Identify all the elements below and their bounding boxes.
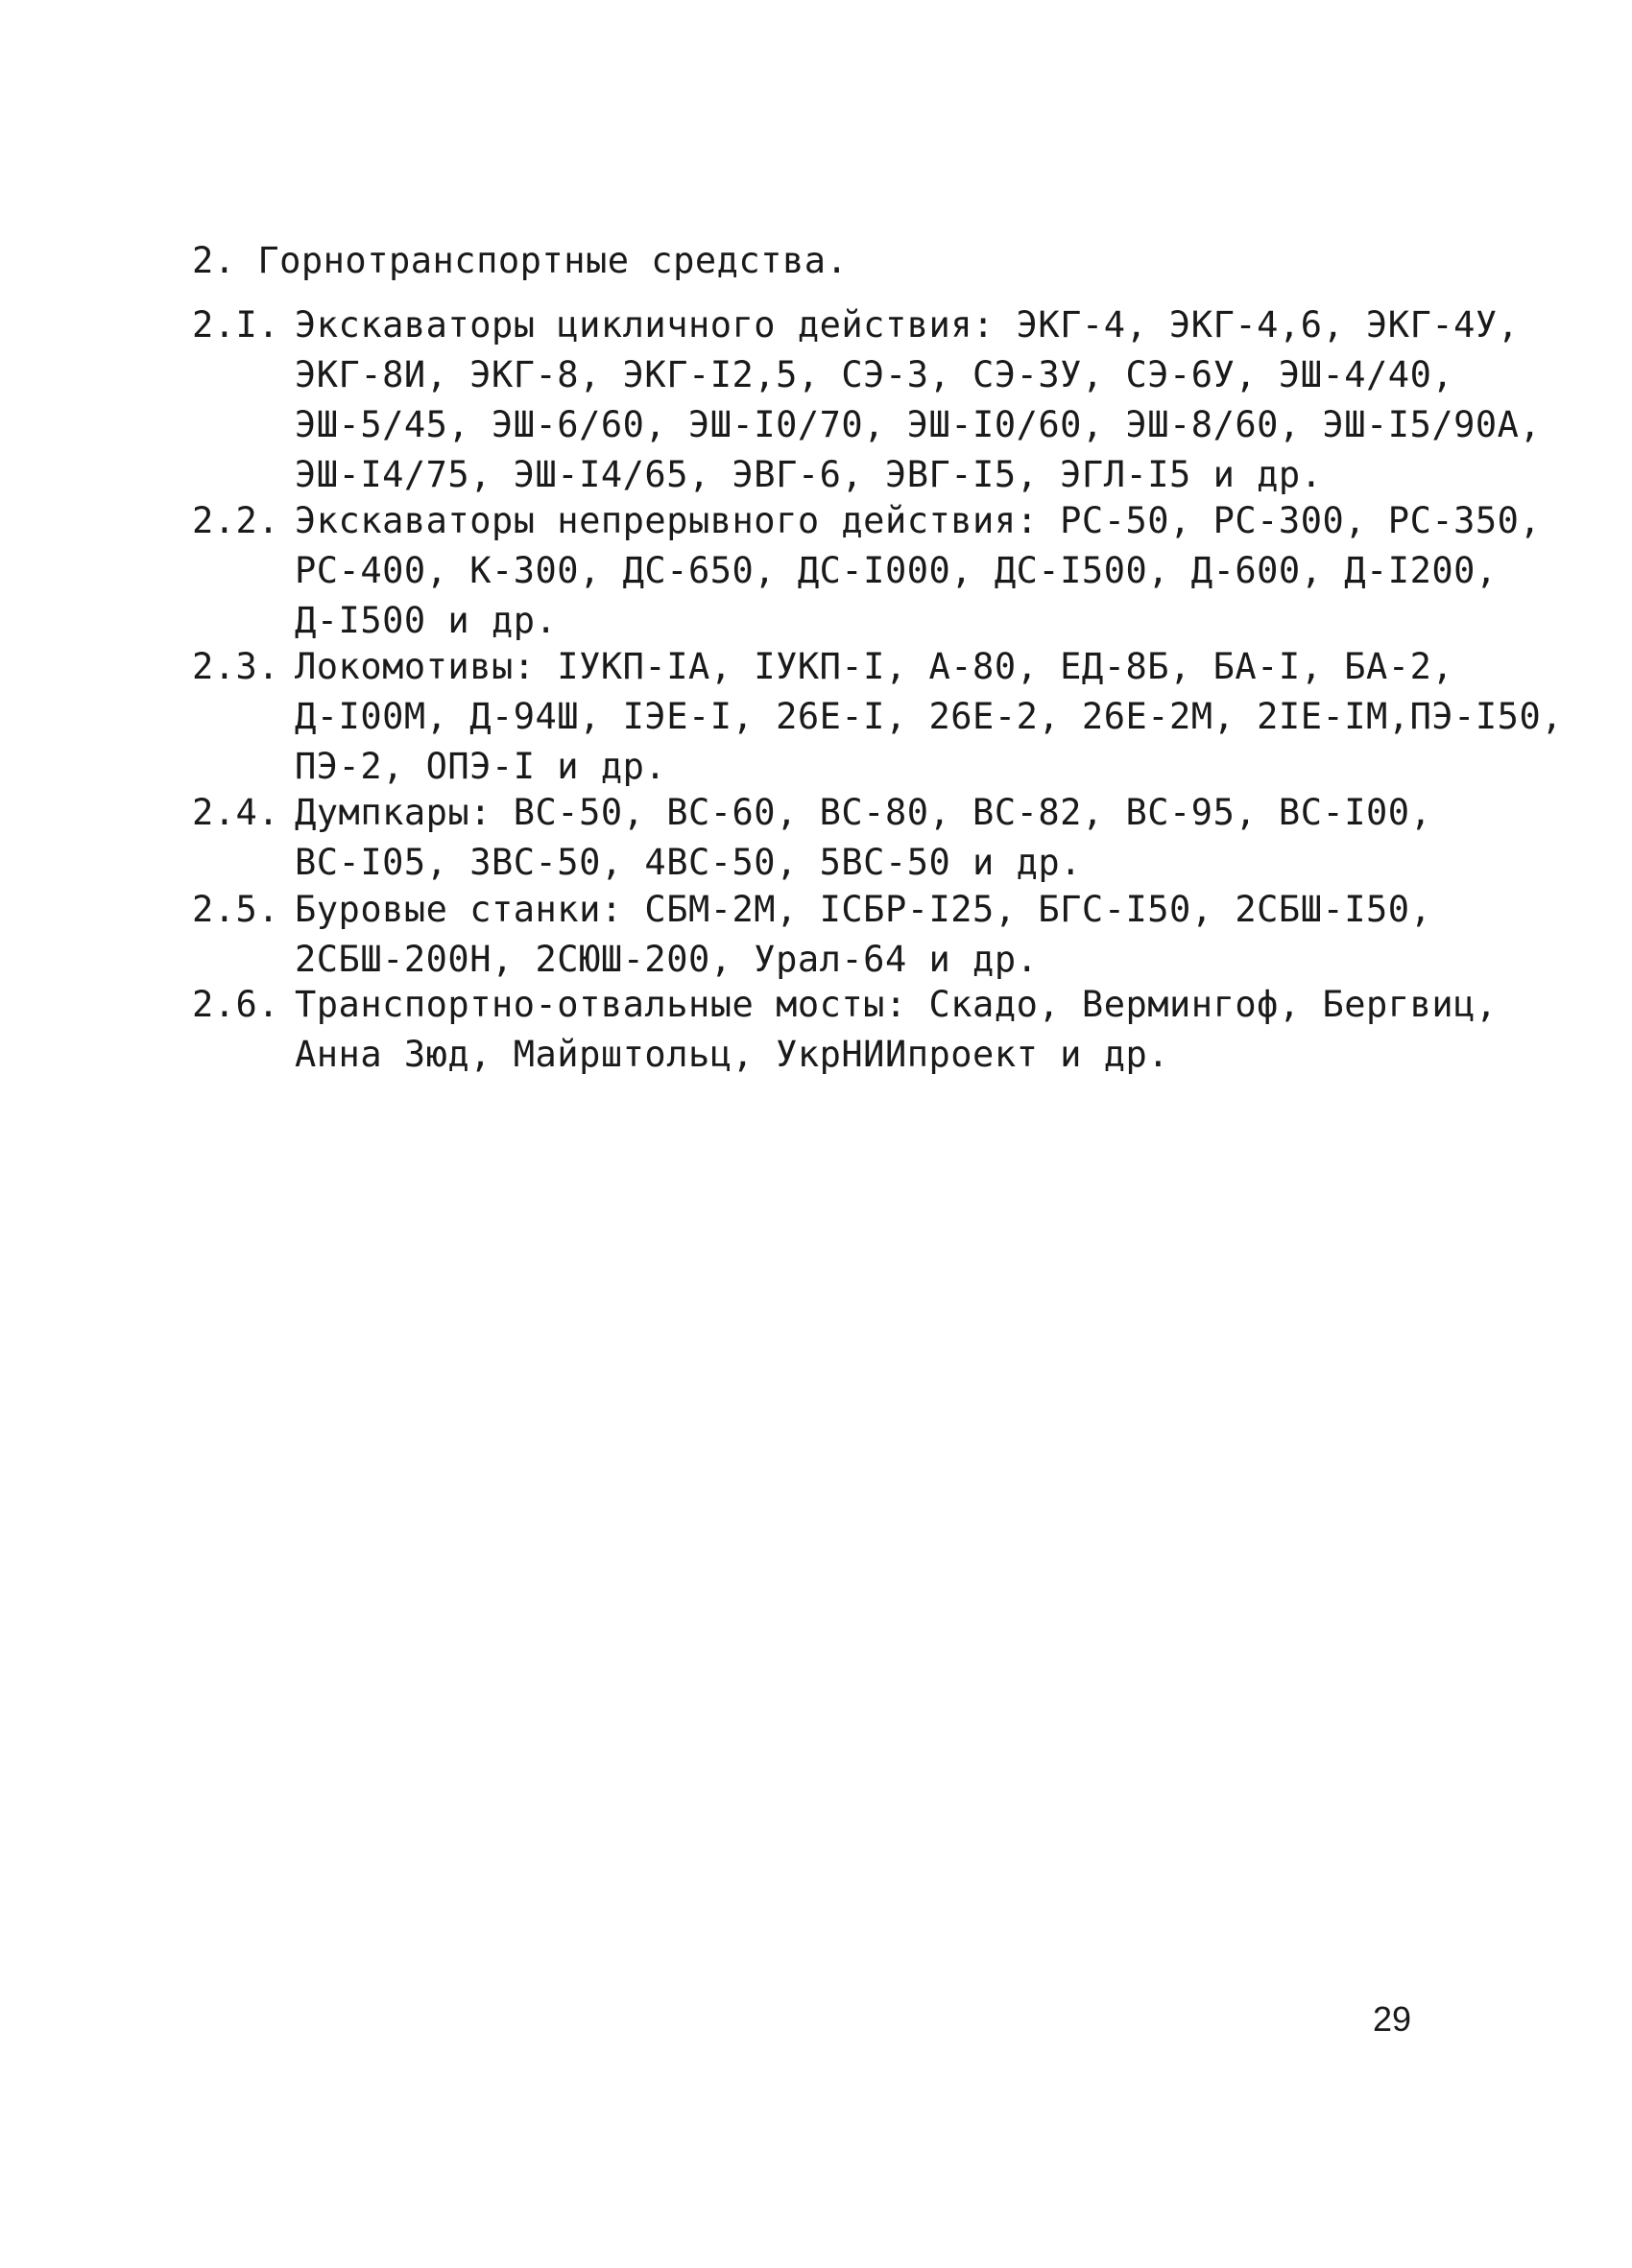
item-line: ЭКГ-8И, ЭКГ-8, ЭКГ-I2,5, СЭ-3, СЭ-3У, СЭ-6У, ЭШ-4/40, xyxy=(295,354,1454,395)
item-text xyxy=(295,642,1563,792)
item-line: Экскаваторы непрерывного действия: РС-50, РС-300, РС-350, xyxy=(295,500,1542,541)
item-line: Анна Зюд, Майрштольц, УкрНИИпроект и др. xyxy=(295,1034,1170,1075)
page-number: 29 xyxy=(1373,1999,1412,2039)
item-line: Д-I00М, Д-94Ш, IЭЕ-I, 26Е-I, 26Е-2, 26Е-2М, 2IЕ-IМ,ПЭ-I50, xyxy=(295,696,1564,737)
item-line: Локомотивы: IУКП-IА, IУКП-I, А-80, ЕД-8Б, БА-I, БА-2, xyxy=(295,646,1454,687)
item-line: ЭШ-5/45, ЭШ-6/60, ЭШ-I0/70, ЭШ-I0/60, ЭШ-8/60, ЭШ-I5/90А, xyxy=(295,404,1542,445)
item-line: ПЭ-2, ОПЭ-I и др. xyxy=(295,746,667,787)
item-line: Экскаваторы цикличного действия: ЭКГ-4, ЭКГ-4,6, ЭКГ-4У, xyxy=(295,304,1520,346)
item-line: Буровые станки: СБМ-2М, IСБР-I25, БГС-I50, 2СБШ-I50, xyxy=(295,889,1432,930)
item-number: 2.3. xyxy=(192,646,280,687)
item-number: 2.4. xyxy=(192,792,280,833)
section-heading: 2. Горнотранспортные средства. xyxy=(192,240,849,281)
item-line: 2СБШ-200Н, 2СЮШ-200, Урал-64 и др. xyxy=(295,939,1039,980)
item-text xyxy=(295,300,1541,500)
item-text xyxy=(295,788,1431,888)
item-line: Д-I500 и др. xyxy=(295,600,558,641)
item-number: 2.2. xyxy=(192,500,280,541)
item-line: ЭШ-I4/75, ЭШ-I4/65, ЭВГ-6, ЭВГ-I5, ЭГЛ-I5 и др. xyxy=(295,454,1323,495)
item-text xyxy=(295,980,1498,1080)
item-line: Транспортно-отвальные мосты: Скадо, Вермингоф, Бергвиц, xyxy=(295,984,1498,1025)
item-text xyxy=(295,496,1541,646)
item-number: 2.5. xyxy=(192,889,280,930)
item-line: ВС-I05, 3ВС-50, 4ВС-50, 5ВС-50 и др. xyxy=(295,842,1082,883)
item-number: 2.6. xyxy=(192,984,280,1025)
item-line: РС-400, К-300, ДС-650, ДС-I000, ДС-I500, Д-600, Д-I200, xyxy=(295,550,1498,591)
item-line: Думпкары: ВС-50, ВС-60, ВС-80, ВС-82, ВС-95, ВС-I00, xyxy=(295,792,1432,833)
item-number: 2.I. xyxy=(192,304,280,346)
item-text xyxy=(295,885,1431,985)
